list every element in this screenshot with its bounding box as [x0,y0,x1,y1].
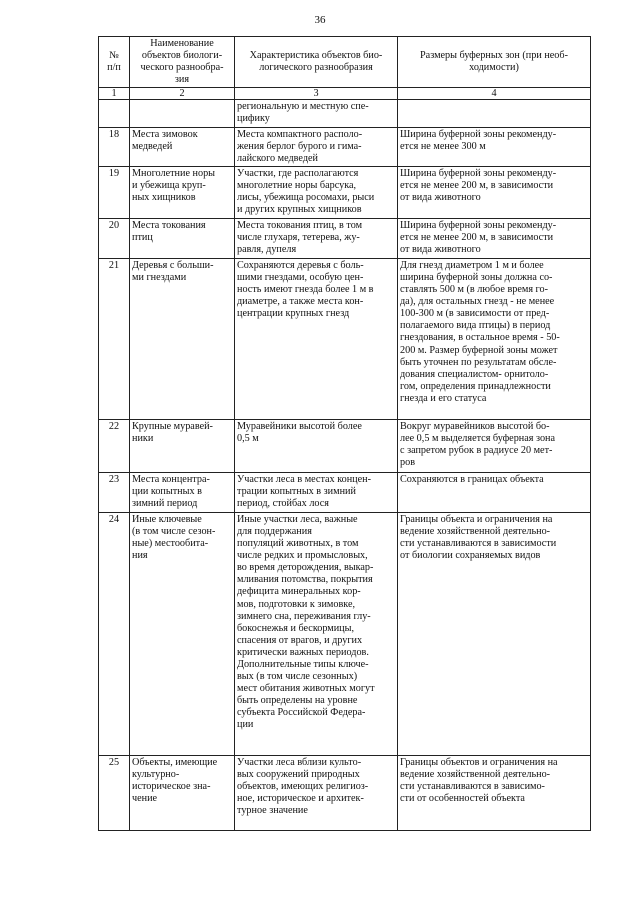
row-characteristic: Муравейники высотой более 0,5 м [235,419,398,472]
row-object-name: Объекты, имеющие культурно- историческое зна- чение [130,755,235,830]
row-number: 23 [99,472,130,512]
column-number: 1 [99,88,130,100]
buffer-zones-table [98,36,591,831]
row-number: 21 [99,258,130,419]
row-characteristic: Места токования птиц, в том числе глухаря, тетерева, жу- равля, дупеля [235,218,398,258]
row-buffer-size: Ширина буферной зоны рекоменду- ется не менее 200 м, в зависимости от вида животного [398,218,591,258]
table-header-row [99,37,591,88]
header-buffer-size: Размеры буферных зон (при необ- ходимости) [398,37,591,88]
row-number: 19 [99,166,130,218]
row-buffer-size: Границы объекта и ограничения на ведение хозяйственной деятельно- сти устанавливаются в зависимости от биологии сохраняемых видов [398,512,591,755]
row-characteristic: региональную и местную спе- цифику [235,100,398,127]
header-characteristic: Характеристика объектов био- логического разнообразия [235,37,398,88]
row-characteristic: Участки, где располагаются многолетние норы барсука, лисы, убежища росомахи, рыси и других крупных хищников [235,166,398,218]
row-buffer-size: Ширина буферной зоны рекоменду- ется не менее 300 м [398,127,591,166]
page-number: 36 [314,14,326,26]
row-object-name: Места токования птиц [130,218,235,258]
row-number: 25 [99,755,130,830]
row-number: 22 [99,419,130,472]
row-buffer-size: Сохраняются в границах объекта [398,472,591,512]
table-row [99,419,591,472]
row-object-name: Многолетние норы и убежища круп- ных хищников [130,166,235,218]
row-object-name: Места зимовок медведей [130,127,235,166]
row-characteristic: Участки леса вблизи культо- вых сооружений природных объектов, имеющих религиоз- ное, историческое и архитек- турное значение [235,755,398,830]
row-characteristic: Иные участки леса, важные для поддержания популяций животных, в том числе редких и промысловых, во время деторождения, выкар- мливания потомства, покрытия дефицита минеральных кор- мов, подготовки к зимовке, зимнего сна, переживания глу- бокоснежья и бескормицы, спасения от врагов, и других критически важных периодов. Дополнительные типы ключе- вых (в том числе сезонных) мест обитания животных могут быть определены на уровне субъекта Российской Федера- ции [235,512,398,755]
table-row [99,472,591,512]
table-row [99,258,591,419]
table-row [99,166,591,218]
row-object-name: Иные ключевые (в том числе сезон- ные) местообита- ния [130,512,235,755]
row-characteristic: Места компактного располо- жения берлог бурого и гима- лайского медведей [235,127,398,166]
row-buffer-size: Ширина буферной зоны рекоменду- ется не менее 200 м, в зависимости от вида животного [398,166,591,218]
row-object-name [130,100,235,127]
table-row [99,100,591,127]
row-number: 24 [99,512,130,755]
header-object-name: Наименование объектов биологи- ческого разнообра- зия [130,37,235,88]
row-characteristic: Участки леса в местах концен- трации копытных в зимний период, стойбах лося [235,472,398,512]
row-characteristic: Сохраняются деревья с боль- шими гнездами, особую цен- ность имеют гнезда более 1 м в диаметре, а также места кон- центрации крупных гнезд [235,258,398,419]
row-object-name: Места концентра- ции копытных в зимний период [130,472,235,512]
row-buffer-size: Границы объектов и ограничения на ведение хозяйственной деятельно- сти устанавливаются в зависимо- сти от особенностей объекта [398,755,591,830]
row-number [99,100,130,127]
row-buffer-size: Вокруг муравейников высотой бо- лее 0,5 м выделяется буферная зона с запретом рубок в радиусе 20 мет- ров [398,419,591,472]
table-row [99,512,591,755]
row-object-name: Крупные муравей- ники [130,419,235,472]
header-number: № п/п [99,37,130,88]
row-buffer-size [398,100,591,127]
row-buffer-size: Для гнезд диаметром 1 м и более ширина буферной зоны должна со- ставлять 500 м (в любое время го- да), для остальных гнезд - не менее 100-300 м (в зависимости от пред- полагаемого вида птицы) в период гнездования, в остальное время - 50- 200 м. Размер буферной зоны может быть уточнен по результатам обсле- дования специалистом- орнитоло- гом, определения принадлежности гнезда и его статуса [398,258,591,419]
row-number: 18 [99,127,130,166]
row-number: 20 [99,218,130,258]
column-number: 4 [398,88,591,100]
table-row [99,755,591,830]
column-number-row [99,88,591,100]
table-row [99,218,591,258]
table-row [99,127,591,166]
column-number: 3 [235,88,398,100]
row-object-name: Деревья с больши- ми гнездами [130,258,235,419]
column-number: 2 [130,88,235,100]
